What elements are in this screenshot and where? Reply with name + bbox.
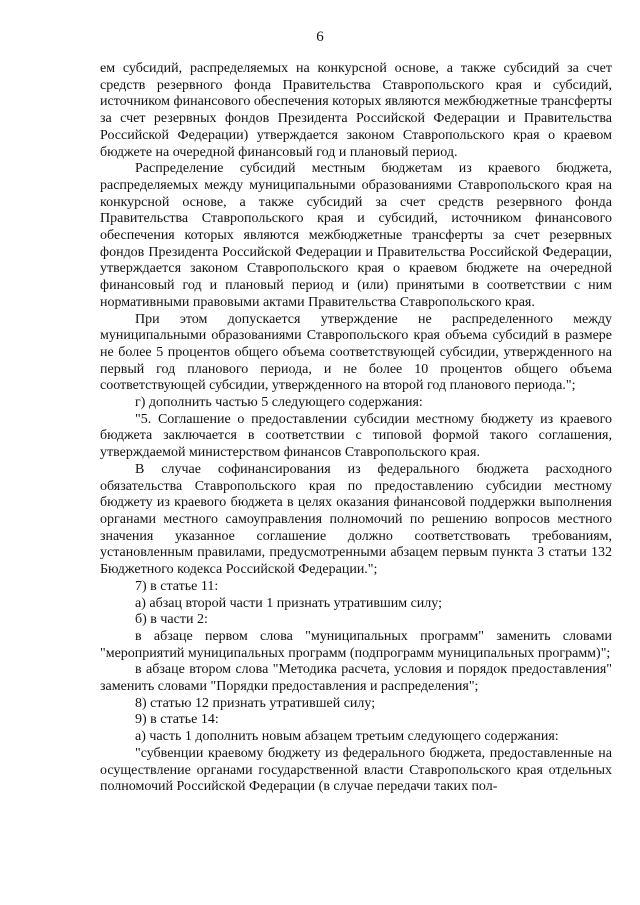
document-body [100,61,612,796]
paragraph: 9) в статье 14: [135,712,219,728]
paragraph: 7) в статье 11: [135,578,219,594]
paragraph: а) абзац второй части 1 признать утратившим силу; [135,595,442,611]
paragraph: "субвенции краевому бюджету из федерального бюджета, предоставленные на осуществление органами государственной власти Ставропольского края отдельных полномочий Российской Федерации (в случае передачи таких пол- [100,745,612,795]
paragraph: в абзаце первом слова "муниципальных программ" заменить словами "мероприятий муниципальных программ (подпрограмм муниципальных программ)"; [100,628,612,661]
paragraph: "5. Соглашение о предоставлении субсидии местному бюджету из краевого бюджета заключается в соответствии с типовой формой такого соглашения, утверждаемой министерством финансов Ставропольского края. [100,411,612,461]
paragraph: 8) статью 12 признать утратившей силу; [135,695,376,711]
page-number: 6 [316,29,324,45]
paragraph: а) часть 1 дополнить новым абзацем третьим следующего содержания: [135,729,559,745]
paragraph: б) в части 2: [135,612,208,628]
paragraph: ем субсидий, распределяемых на конкурсной основе, а также субсидий за счет средств резервного фонда Правительства Ставропольского края и субсидий, источником финансового обеспечения которых являются межбюджетные трансферты за счет резервных фондов Президента Российской Федерации и Правительства Российской Федерации) утверждается законом Ставропольского края о краевом бюджете на очередной финансовый год и плановый период. [100,61,612,160]
paragraph: г) дополнить частью 5 следующего содержания: [135,395,423,411]
paragraph: При этом допускается утверждение не распределенного между муниципальными образованиями Ставропольского края объема субсидий в размере не более 5 процентов общего объема соответствующей субсидии, утвержденного на первый год планового периода, и не более 10 процентов общего объема соответствующей субсидии, утвержденного на второй год планового периода."; [100,311,612,394]
paragraph: в абзаце втором слова "Методика расчета, условия и порядок предоставления" заменить словами "Порядки предоставления и распределения"; [100,662,612,695]
paragraph: В случае софинансирования из федерального бюджета расходного обязательства Ставропольского края по предоставлению субсидии местному бюджету из краевого бюджета в целях оказания финансовой поддержки выполнения органами местного самоуправления полномочий по решению вопросов местного значения указанное соглашение должно соответствовать требованиям, установленным правилами, предусмотренными абзацем первым пункта 3 статьи 132 Бюджетного кодекса Российской Федерации."; [100,461,612,578]
paragraph: Распределение субсидий местным бюджетам из краевого бюджета, распределяемых между муниципальными образованиями Ставропольского края на конкурсной основе, а также субсидий за счет средств резервного фонда Правительства Ставропольского края и субсидий, источником финансового обеспечения которых являются межбюджетные трансферты за счет резервных фондов Президента Российской Федерации и Правительства Российской Федерации, утверждается законом Ставропольского края о краевом бюджете на очередной финансовый год и плановый период и (или) принятыми в соответствии с ним нормативными правовыми актами Правительства Ставропольского края. [100,161,612,310]
